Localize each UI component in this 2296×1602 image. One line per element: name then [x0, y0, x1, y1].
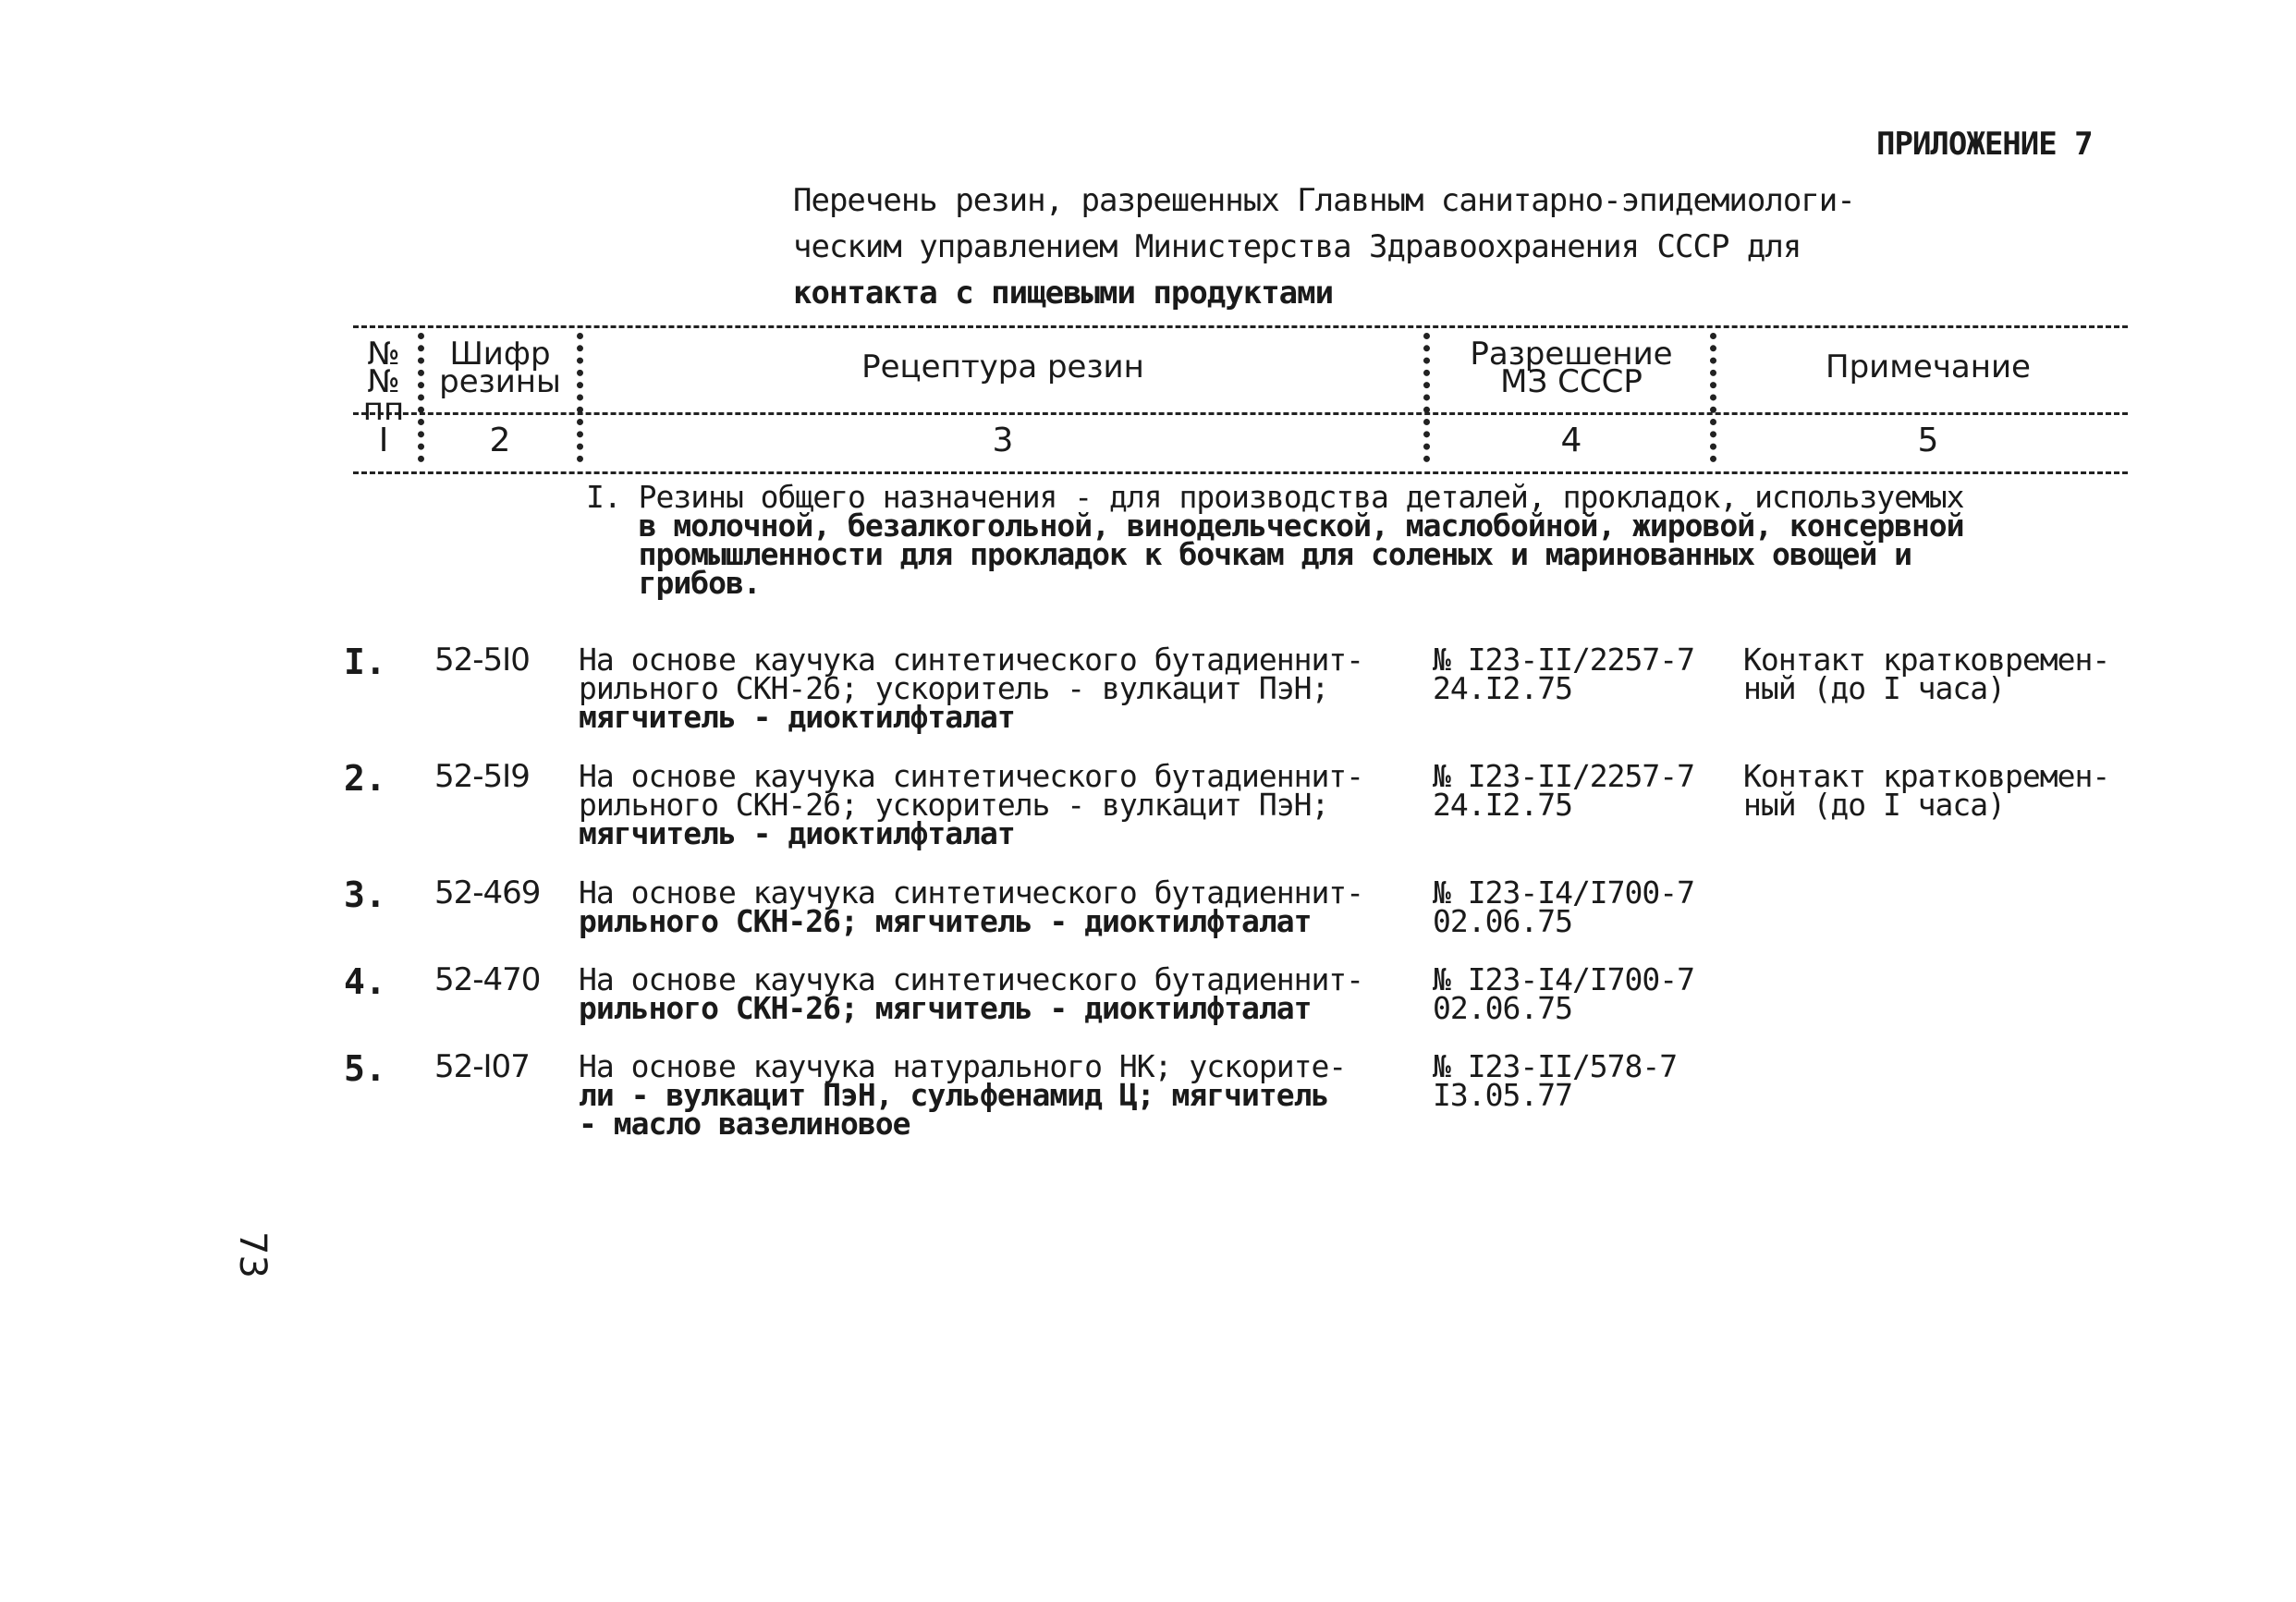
- rubber-code: 52-470: [434, 961, 541, 998]
- section-line: грибов.: [586, 565, 761, 601]
- section-line: промышленности для прокладок к бочкам для соленых и маринованных овощей и: [586, 536, 1911, 572]
- permission-line: № I23-II/2257-7: [1433, 642, 1695, 678]
- recipe-line: мягчитель - диоктилфталат: [579, 815, 1015, 851]
- rubber-code: 52-I07: [434, 1048, 530, 1085]
- column-number: 3: [992, 422, 1014, 459]
- recipe-line: рильного СКН-26; мягчитель - диоктилфталат: [579, 990, 1312, 1026]
- title-line: контакта с пищевыми продуктами: [793, 275, 1334, 312]
- section-line: в молочной, безалкогольной, винодельческой, маслобойной, жировой, консервной: [586, 508, 1964, 544]
- header-text: пп: [362, 391, 405, 428]
- rubber-code: 52-5I0: [434, 642, 530, 679]
- permission-line: 24.I2.75: [1433, 787, 1572, 823]
- header-text: Разрешение: [1470, 336, 1673, 373]
- column-separator: [418, 333, 424, 462]
- recipe-line: На основе каучука синтетического бутадиеннит-: [579, 961, 1364, 997]
- recipe-text: [579, 642, 1420, 735]
- header-text: Шифр: [449, 336, 551, 373]
- permission-text: [1433, 642, 1728, 706]
- column-separator: [577, 333, 583, 462]
- permission-line: № I23-II/578-7: [1433, 1048, 1678, 1084]
- recipe-line: рильного СКН-26; мягчитель - диоктилфталат: [579, 903, 1312, 939]
- recipe-line: ли - вулкацит ПэН, сульфенамид Ц; мягчитель: [579, 1077, 1329, 1113]
- header-col-recipe: Рецептура резин: [861, 349, 1144, 385]
- document-title: [793, 177, 1958, 316]
- row-number: 2.: [344, 758, 386, 799]
- note-line: ный (до I часа): [1743, 670, 2006, 706]
- recipe-line: На основе каучука натурального НК; ускорите-: [579, 1048, 1347, 1084]
- recipe-line: - масло вазелиновое: [579, 1106, 910, 1142]
- permission-line: 02.06.75: [1433, 990, 1572, 1026]
- permission-text: [1433, 874, 1728, 939]
- permission-text: [1433, 1048, 1728, 1113]
- recipe-line: На основе каучука синтетического бутадиеннит-: [579, 874, 1364, 911]
- row-number: 4.: [344, 961, 386, 1002]
- permission-line: № I23-I4/I700-7: [1433, 874, 1695, 911]
- note-line: Контакт кратковремен-: [1743, 642, 2110, 678]
- title-line: ческим управлением Министерства Здравоохранения СССР для: [793, 228, 1801, 265]
- header-text: №№: [367, 336, 400, 400]
- recipe-text: [579, 961, 1420, 1026]
- recipe-text: [579, 874, 1420, 939]
- note-line: ный (до I часа): [1743, 787, 2006, 823]
- row-number: 3.: [344, 874, 386, 915]
- column-separator: [1423, 333, 1430, 462]
- row-number: 5.: [344, 1048, 386, 1089]
- header-bottom-rule: [353, 471, 2128, 474]
- recipe-line: рильного СКН-26; ускоритель - вулкацит ПэН;: [579, 787, 1329, 823]
- note-line: Контакт кратковремен-: [1743, 758, 2110, 794]
- recipe-line: рильного СКН-26; ускоритель - вулкацит ПэН;: [579, 670, 1329, 706]
- header-text: МЗ СССР: [1500, 363, 1643, 400]
- permission-text: [1433, 758, 1728, 823]
- rubber-code: 52-5I9: [434, 758, 530, 795]
- page-number: 73: [231, 1231, 274, 1278]
- column-number: I: [378, 422, 389, 459]
- section-heading: [586, 479, 2028, 601]
- recipe-line: На основе каучука синтетического бутадиеннит-: [579, 758, 1364, 794]
- column-number: 2: [489, 422, 511, 459]
- permission-line: № I23-II/2257-7: [1433, 758, 1695, 794]
- recipe-line: На основе каучука синтетического бутадиеннит-: [579, 642, 1364, 678]
- rubber-code: 52-469: [434, 874, 541, 911]
- note-text: [1743, 758, 2150, 823]
- header-col-number: [351, 336, 416, 428]
- title-line: Перечень резин, разрешенных Главным санитарно-эпидемиологи-: [793, 182, 1855, 219]
- permission-line: I3.05.77: [1433, 1077, 1572, 1113]
- recipe-text: [579, 1048, 1420, 1142]
- appendix-label: ПРИЛОЖЕНИЕ 7: [1876, 126, 2093, 163]
- permission-line: 02.06.75: [1433, 903, 1572, 939]
- header-col-note: Примечание: [1826, 349, 2031, 385]
- row-number: I.: [344, 642, 386, 682]
- column-separator: [1710, 333, 1716, 462]
- recipe-line: мягчитель - диоктилфталат: [579, 699, 1015, 735]
- note-text: [1743, 642, 2150, 706]
- permission-text: [1433, 961, 1728, 1026]
- table-top-rule: [353, 325, 2128, 328]
- recipe-text: [579, 758, 1420, 851]
- column-number: 5: [1917, 422, 1939, 459]
- permission-line: № I23-I4/I700-7: [1433, 961, 1695, 997]
- header-col-code: [431, 336, 569, 400]
- header-text: резины: [439, 363, 561, 400]
- permission-line: 24.I2.75: [1433, 670, 1572, 706]
- section-line: I. Резины общего назначения - для производства деталей, прокладок, используемых: [586, 479, 1964, 515]
- header-col-permission: [1437, 336, 1705, 400]
- column-number: 4: [1560, 422, 1582, 459]
- header-divider-rule: [353, 412, 2128, 415]
